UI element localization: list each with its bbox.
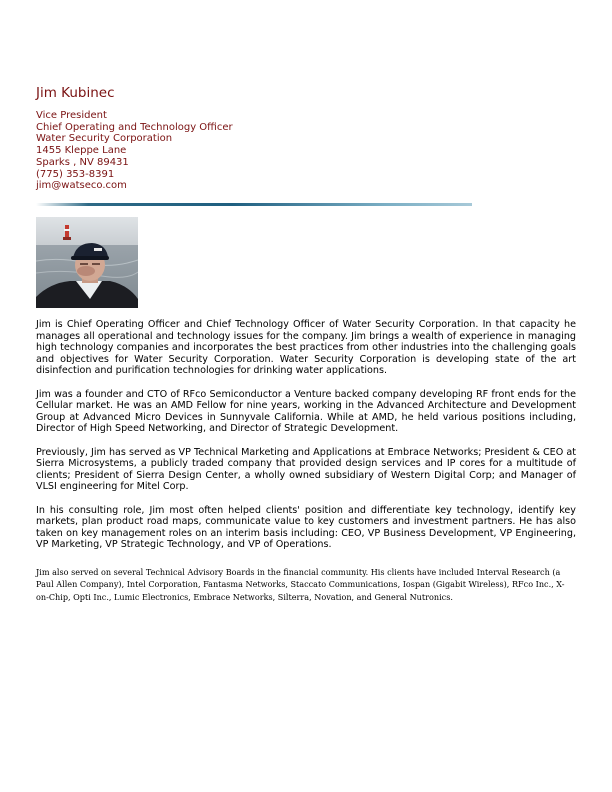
- bio-section: [36, 319, 576, 562]
- profile-photo: [36, 217, 138, 308]
- bio-paragraph: Jim was a founder and CTO of RFco Semiconductor a Venture backed company developing RF front ends for the Cellular market. He was an AMD Fellow for nine years, working in the Advanced Architecture and Development Group at Advanced Micro Devices in Sunnyvale California. While at AMD, he held various positions including, Director of High Speed Networking, and Director of Strategic Development.: [36, 388, 576, 435]
- job-title: Vice President: [36, 110, 107, 121]
- contact-block: [36, 110, 233, 192]
- company-name: Water Security Corporation: [36, 133, 173, 145]
- bio-paragraph: In his consulting role, Jim most often helped clients' position and differentiate key technology, identify key markets, plan product road maps, communicate value to key customers and investment partners. He has also taken on key management roles on an interim basis including: CEO, VP Business Development, VP Engineering, VP Marketing, VP Strategic Technology, and VP of Operations.: [36, 504, 576, 551]
- bio-paragraph: Previously, Jim has served as VP Technical Marketing and Applications at Embrace Networks; President & CEO at Sierra Microsystems, a publicly traded company that provided design services and IP cores for a multitude of clients; President of Sierra Design Center, a wholly owned subsidiary of Western Digital Corp; and Manager of VLSI engineering for Mitel Corp.: [36, 446, 576, 493]
- job-role: Chief Operating and Technology Officer: [36, 121, 233, 133]
- address-city: Sparks , NV 89431: [36, 156, 129, 168]
- address-street: 1455 Kleppe Lane: [36, 145, 127, 157]
- profile-name: Jim Kubinec: [36, 85, 115, 101]
- bio-paragraph: Jim is Chief Operating Officer and Chief Technology Officer of Water Security Corporation. In that capacity he manages all operational and technology issues for the company. Jim brings a wealth of experience in managing high technology companies and incorporates the best practices from other industries into the challenging goals and objectives for Water Security Corporation. Water Security Corporation is developing state of the art disinfection and purification technologies for drinking water applications.: [36, 319, 576, 377]
- phone-number: (775) 353-8391: [36, 168, 115, 180]
- header-divider: [36, 203, 472, 206]
- email-address: jim@watseco.com: [36, 180, 127, 192]
- advisory-note: Jim also served on several Technical Advisory Boards in the financial community. His clients have included Interval Research (a Paul Allen Company), Intel Corporation, Fantasma Networks, Staccato Communications, Iospan (Gigabit Wireless), RFco Inc., X-on-Chip, Opti Inc., Lumic Electronics, Embrace Networks, Silterra, Novation, and General Nutronics.: [36, 567, 565, 602]
